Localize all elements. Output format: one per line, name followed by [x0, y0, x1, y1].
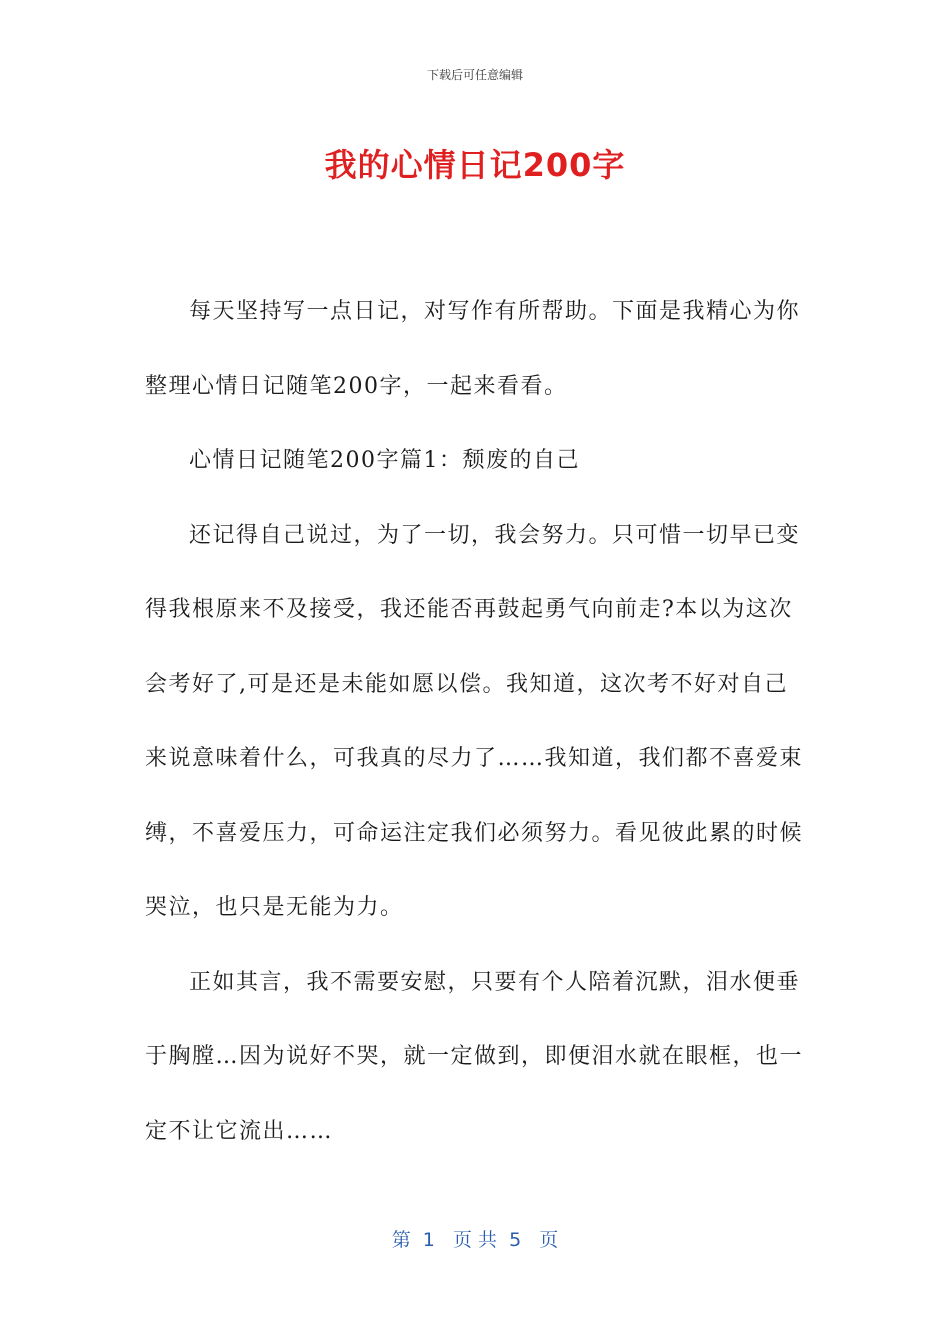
paragraph-closing: 正如其言，我不需要安慰，只要有个人陪着沉默，泪水便垂于胸膛…因为说好不哭，就一定做到，即便泪水就在眼框，也一定不让它流出……	[145, 969, 804, 1144]
document-title: 我的心情日记200字	[324, 146, 626, 184]
header-note: 下载后可任意编辑	[426, 68, 523, 82]
document-body	[145, 275, 805, 1169]
paragraph-heading: 心情日记随笔200字篇1：颓废的自己	[189, 448, 580, 473]
paragraph-main: 还记得自己说过，为了一切，我会努力。只可惜一切早已变得我根原来不及接受，我还能否再鼓起勇气向前走?本以为这次会考好了,可是还是未能如愿以偿。我知道，这次考不好对自己来说意味着什么，可我真的尽力了……我知道，我们都不喜爱束缚，不喜爱压力，可命运注定我们必须努力。看见彼此累的时候哭泣，也只是无能为力。	[145, 522, 804, 920]
paragraph-intro: 每天坚持写一点日记，对写作有所帮助。下面是我精心为你整理心情日记随笔200字，一起来看看。	[145, 299, 801, 399]
page-number-footer: 第 1 页 共 5 页	[391, 1229, 559, 1251]
